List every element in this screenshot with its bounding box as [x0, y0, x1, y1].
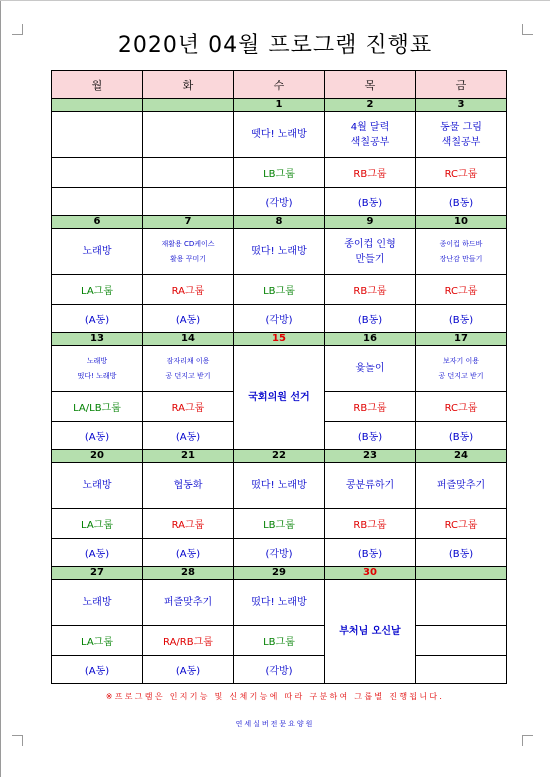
- room-cell: (B동): [416, 422, 507, 450]
- date-cell: 30: [325, 567, 416, 580]
- room-cell: (각방): [234, 539, 325, 567]
- activity-cell: 퍼즐맞추기: [143, 580, 234, 626]
- activity-cell: 떴다! 노래방: [234, 229, 325, 275]
- room-cell: [143, 188, 234, 216]
- date-row: [52, 567, 507, 580]
- group-cell: RB그룹: [325, 275, 416, 305]
- date-cell: 8: [234, 216, 325, 229]
- group-cell: [416, 626, 507, 656]
- group-cell: RC그룹: [416, 392, 507, 422]
- weekday-mon: 월: [52, 71, 143, 99]
- group-cell: LB그룹: [234, 509, 325, 539]
- group-cell: LA그룹: [52, 509, 143, 539]
- date-cell: 29: [234, 567, 325, 580]
- group-cell: RB그룹: [325, 392, 416, 422]
- group-cell: RA그룹: [143, 275, 234, 305]
- activity-row: [52, 346, 507, 392]
- crop-mark-bottom-right: [522, 735, 533, 746]
- date-cell: 7: [143, 216, 234, 229]
- room-cell: (각방): [234, 656, 325, 684]
- activity-cell: 뗏다! 노래방: [234, 112, 325, 158]
- activity-cell: 콩분류하기: [325, 463, 416, 509]
- activity-cell: [416, 580, 507, 626]
- page-top-edge: [0, 0, 550, 1]
- group-cell: LB그룹: [234, 626, 325, 656]
- room-row: [52, 656, 507, 684]
- room-cell: [416, 656, 507, 684]
- date-cell: [52, 99, 143, 112]
- room-cell: (B동): [416, 305, 507, 333]
- date-row: [52, 450, 507, 463]
- room-cell: (B동): [325, 188, 416, 216]
- room-row: [52, 188, 507, 216]
- group-cell: RC그룹: [416, 158, 507, 188]
- group-cell: [143, 158, 234, 188]
- room-cell: (A동): [143, 539, 234, 567]
- weekday-fri: 금: [416, 71, 507, 99]
- date-cell: [143, 99, 234, 112]
- activity-cell: 퍼즐맞추기: [416, 463, 507, 509]
- room-row: [52, 305, 507, 333]
- activity-cell: 윷놀이: [325, 346, 416, 392]
- activity-cell: 노래방: [52, 463, 143, 509]
- page-title: 2020년 04월 프로그램 진행표: [117, 33, 433, 58]
- date-cell: 14: [143, 333, 234, 346]
- group-row: [52, 626, 507, 656]
- room-cell: (A동): [143, 422, 234, 450]
- room-row: [52, 539, 507, 567]
- date-cell: 1: [234, 99, 325, 112]
- activity-cell: 동물 그림 색칠공부: [416, 112, 507, 158]
- activity-cell: 잠자리채 이용 공 던지고 받기: [143, 346, 234, 392]
- group-cell: LA그룹: [52, 275, 143, 305]
- group-row: [52, 275, 507, 305]
- date-cell: 17: [416, 333, 507, 346]
- activity-row: [52, 112, 507, 158]
- date-cell: 13: [52, 333, 143, 346]
- room-cell: (각방): [234, 305, 325, 333]
- room-cell: (A동): [52, 422, 143, 450]
- group-cell: RB그룹: [325, 158, 416, 188]
- activity-cell: 종이컵 하드바 장난감 만들기: [416, 229, 507, 275]
- activity-row: [52, 229, 507, 275]
- activity-row: [52, 580, 507, 626]
- footer-institution: 연세실버전문요양원: [235, 720, 315, 728]
- date-cell: 28: [143, 567, 234, 580]
- date-cell: 15: [234, 333, 325, 346]
- date-cell: 27: [52, 567, 143, 580]
- weekday-wed: 수: [234, 71, 325, 99]
- date-row: [52, 99, 507, 112]
- date-cell: 16: [325, 333, 416, 346]
- schedule-table: [51, 70, 507, 684]
- activity-cell: 보자기 이용 공 던지고 받기: [416, 346, 507, 392]
- program-note: ※프로그램은 인지기능 및 신체기능에 따라 구분하여 그룹별 진행됩니다.: [105, 692, 445, 701]
- group-cell: LA그룹: [52, 626, 143, 656]
- room-cell: (B동): [325, 305, 416, 333]
- date-cell: 20: [52, 450, 143, 463]
- activity-cell: 노래방: [52, 229, 143, 275]
- activity-cell: 4월 달력 색칠공부: [325, 112, 416, 158]
- room-cell: (A동): [143, 305, 234, 333]
- activity-cell: [143, 112, 234, 158]
- date-cell: [416, 567, 507, 580]
- date-row: [52, 216, 507, 229]
- room-cell: (각방): [234, 188, 325, 216]
- group-cell: RA/RB그룹: [143, 626, 234, 656]
- group-cell: LB그룹: [234, 158, 325, 188]
- room-cell: (B동): [416, 188, 507, 216]
- date-cell: 21: [143, 450, 234, 463]
- page-left-edge: [0, 0, 1, 777]
- activity-cell: 떴다! 노래방: [234, 580, 325, 626]
- date-cell: 24: [416, 450, 507, 463]
- date-cell: 6: [52, 216, 143, 229]
- room-cell: [52, 188, 143, 216]
- activity-cell: 떴다! 노래방: [234, 463, 325, 509]
- room-cell: (B동): [325, 422, 416, 450]
- activity-cell: 종이컵 인형 만들기: [325, 229, 416, 275]
- room-cell: (A동): [52, 305, 143, 333]
- group-row: [52, 158, 507, 188]
- room-cell: (A동): [52, 539, 143, 567]
- group-cell: LB그룹: [234, 275, 325, 305]
- group-cell: RC그룹: [416, 275, 507, 305]
- activity-row: [52, 463, 507, 509]
- activity-cell: 노래방: [52, 580, 143, 626]
- group-cell: RA그룹: [143, 509, 234, 539]
- date-cell: 2: [325, 99, 416, 112]
- activity-cell: 협동화: [143, 463, 234, 509]
- group-row: [52, 509, 507, 539]
- holiday-cell: 부처님 오신날: [325, 580, 416, 684]
- date-cell: 22: [234, 450, 325, 463]
- date-cell: 3: [416, 99, 507, 112]
- group-cell: RB그룹: [325, 509, 416, 539]
- date-cell: 23: [325, 450, 416, 463]
- room-cell: (B동): [325, 539, 416, 567]
- date-cell: 9: [325, 216, 416, 229]
- room-cell: (A동): [143, 656, 234, 684]
- room-cell: (B동): [416, 539, 507, 567]
- group-cell: LA/LB그룹: [52, 392, 143, 422]
- activity-cell: 재활용 CD케이스 활용 꾸미기: [143, 229, 234, 275]
- weekday-thu: 목: [325, 71, 416, 99]
- room-cell: (A동): [52, 656, 143, 684]
- weekday-header-row: [52, 71, 507, 99]
- group-cell: RC그룹: [416, 509, 507, 539]
- schedule-body: [52, 71, 507, 684]
- date-row: [52, 333, 507, 346]
- activity-cell: 노래방 떴다! 노래방: [52, 346, 143, 392]
- holiday-cell: 국회의원 선거: [234, 346, 325, 450]
- group-cell: [52, 158, 143, 188]
- date-cell: 10: [416, 216, 507, 229]
- crop-mark-bottom-left: [12, 735, 23, 746]
- group-cell: RA그룹: [143, 392, 234, 422]
- activity-cell: [52, 112, 143, 158]
- weekday-tue: 화: [143, 71, 234, 99]
